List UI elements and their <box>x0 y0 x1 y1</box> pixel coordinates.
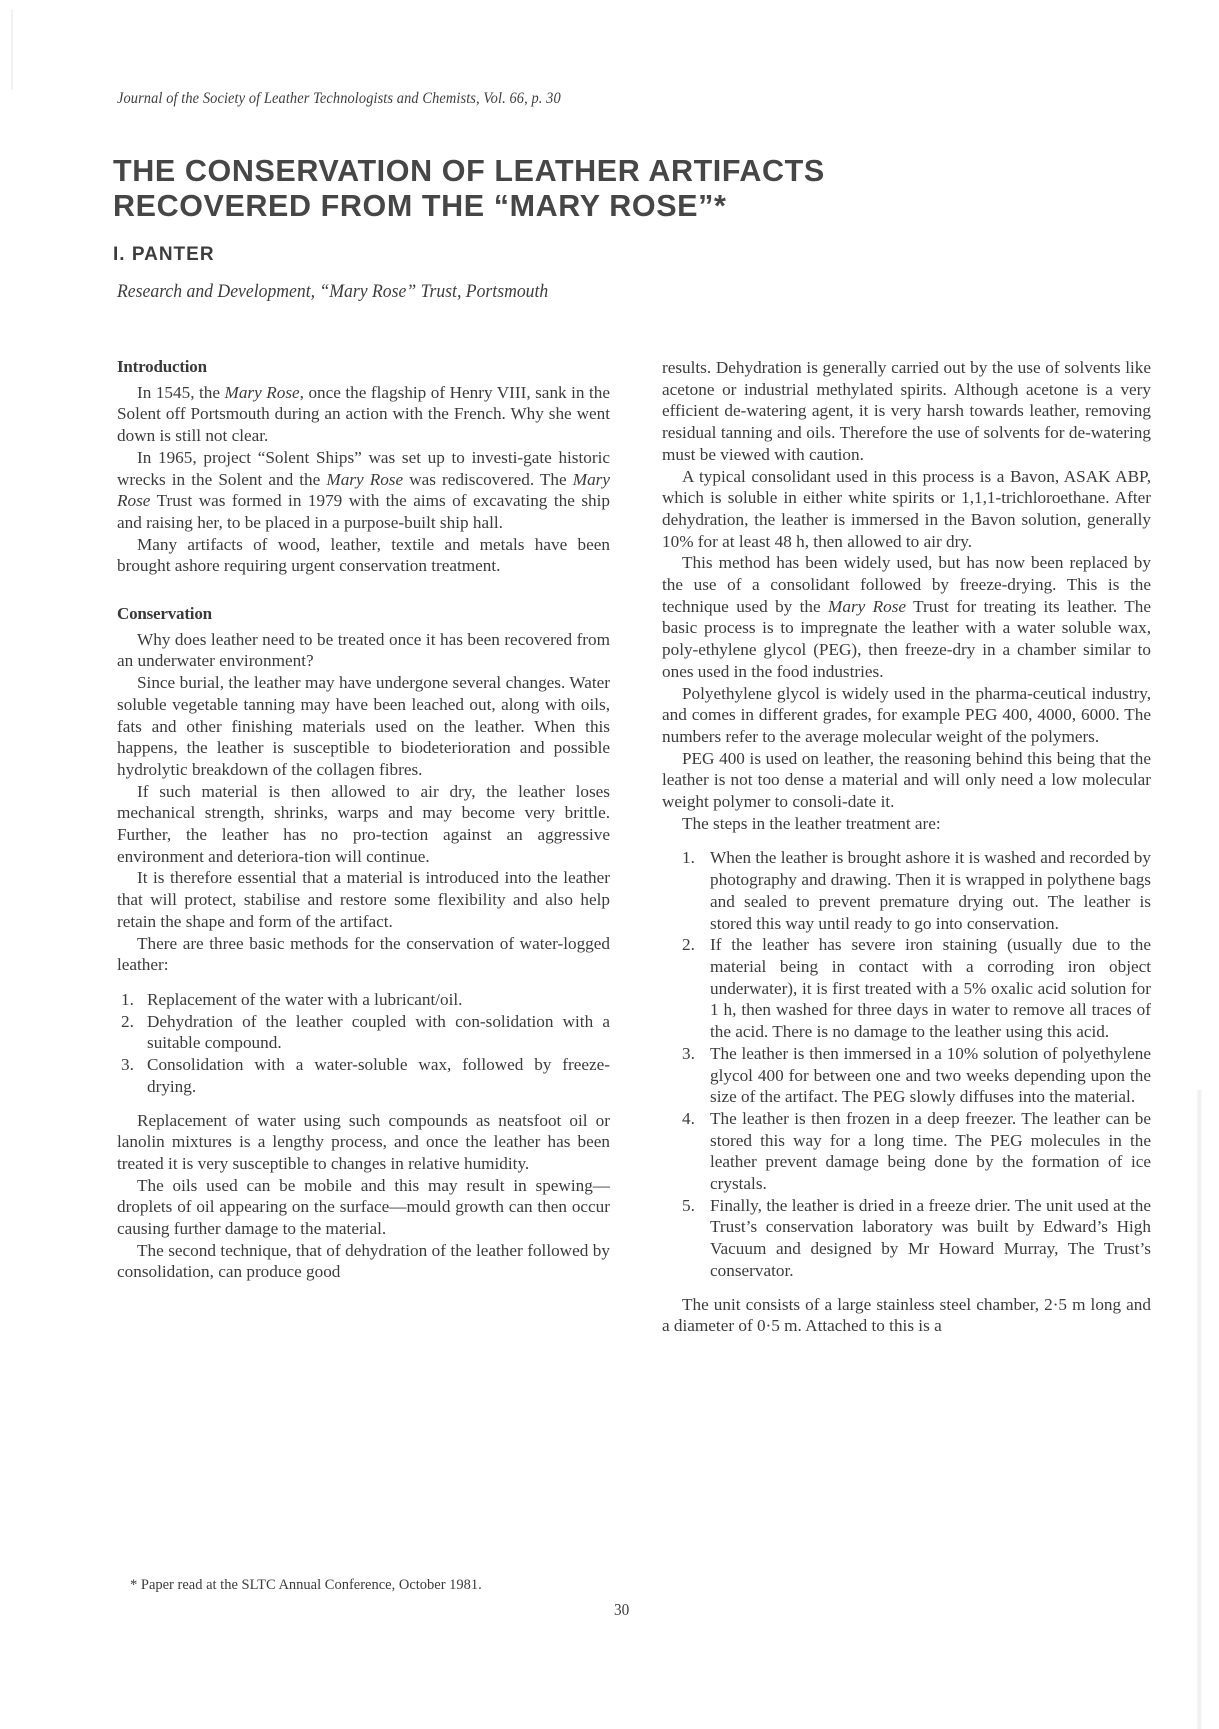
paragraph: Why does leather need to be treated once it has been recovered from an underwater environment? <box>117 629 610 671</box>
paragraph: The steps in the leather treatment are: <box>682 813 941 833</box>
right-column-body <box>662 357 1151 834</box>
italic-ship-name: Mary Rose <box>828 596 907 616</box>
list-item-number: 2. <box>121 1011 134 1031</box>
paragraph: The oils used can be mobile and this may result in spewing—droplets of oil appearing on the surface—mould growth can then occur causing further damage to the material. <box>117 1175 610 1239</box>
introduction-body <box>117 382 610 577</box>
paragraph: results. Dehydration is generally carried out by the use of solvents like acetone or industrial methylated spirits. Although acetone is a very efficient de-watering agent, it is very harsh towards leather, removing residual tanning and oils. Therefore the use of solvents for de-watering must be viewed with caution. <box>662 358 1151 464</box>
list-item <box>117 989 610 1011</box>
list-item-text: Dehydration of the leather coupled with con-solidation with a suitable compound. <box>147 1011 610 1053</box>
list-item-number: 1. <box>682 848 695 868</box>
section-heading-introduction: Introduction <box>117 357 207 376</box>
paragraph: A typical consolidant used in this process is a Bavon, ASAK ABP, which is soluble in either white spirits or 1,1,1-trichloroethane. After dehydration, the leather is immersed in the Bavon solution, generally 10% for at least 48 h, then allowed to air dry. <box>662 466 1151 551</box>
paragraph: The second technique, that of dehydration of the leather followed by consolidation, can produce good <box>117 1240 610 1282</box>
list-item-text: Consolidation with a water-soluble wax, followed by freeze-drying. <box>147 1055 610 1096</box>
paragraph: This method has been widely used, but has now been replaced by the use of a consolidant followed by freeze-drying. This is the technique used by the Mary Rose Trust for treating its leather. The basic process is to impregnate the leather with a water soluble wax, poly-ethylene glycol (PEG), then freeze-dry in a chamber similar to ones used in the food industries. <box>662 553 1151 681</box>
closing-paragraph: The unit consists of a large stainless steel chamber, 2·5 m long and a diameter of 0·5 m. Attached to this is a <box>662 1294 1151 1336</box>
scan-edge-shadow <box>1196 1090 1202 1729</box>
paragraph: Replacement of water using such compounds as neatsfoot oil or lanolin mixtures is a lengthy process, and once the leather has been treated it is very susceptible to changes in relative humidity. <box>117 1110 610 1173</box>
section-gap <box>117 577 610 603</box>
conservation-body-after-list <box>117 1110 610 1284</box>
list-item-text: If the leather has severe iron staining (usually due to the material being in contact with a corroding iron object underwater), it is first treated with a 5% oxalic acid solution for 1 h, then washed for three days in water to remove all traces of the acid. There is no damage to the leather using this acid. <box>710 935 1151 1042</box>
list-item-number: 1. <box>121 989 134 1009</box>
paragraph: Since burial, the leather may have undergone several changes. Water soluble vegetable tanning may have been leached out, along with oils, fats and other finishing materials used on the leather. When this happens, the leather is susceptible to biodeterioration and possible hydrolytic breakdown of the collagen fibres. <box>117 673 610 779</box>
footnote: * Paper read at the SLTC Annual Conference, October 1981. <box>130 1577 482 1593</box>
list-item-number: 2. <box>682 935 695 955</box>
list-item-number: 5. <box>682 1195 695 1215</box>
list-item-text: Finally, the leather is dried in a freeze drier. The unit used at the Trust’s conservation laboratory was built by Edward’s High Vacuum and designed by Mr Howard Murray, The Trust’s conservator. <box>710 1195 1151 1280</box>
paragraph: If such material is then allowed to air dry, the leather loses mechanical strength, shrinks, warps and may become very brittle. Further, the leather has no pro-tection against an aggressive environment and deteriora-tion will continue. <box>117 781 610 866</box>
journal-citation: Journal of the Society of Leather Technologists and Chemists, Vol. 66, p. 30 <box>117 90 561 107</box>
paragraph: Polyethylene glycol is widely used in the pharma-ceutical industry, and comes in different grades, for example PEG 400, 4000, 6000. The numbers refer to the average molecular weight of the polymers. <box>662 683 1151 746</box>
section-heading-conservation: Conservation <box>117 604 212 624</box>
paragraph: Many artifacts of wood, leather, textile and metals have been brought ashore requiring urgent conservation treatment. <box>117 534 610 576</box>
list-item <box>682 1108 1151 1195</box>
treatment-steps-list <box>682 847 1151 1281</box>
author-affiliation: Research and Development, “Mary Rose” Trust, Portsmouth <box>117 281 549 302</box>
list-item <box>682 1195 1151 1282</box>
paragraph: It is therefore essential that a material is introduced into the leather that will protect, stabilise and restore some flexibility and also help retain the shape and form of the artifact. <box>117 868 610 931</box>
title-line-1: THE CONSERVATION OF LEATHER ARTIFACTS <box>113 154 825 188</box>
list-item <box>682 934 1151 1043</box>
paragraph: There are three basic methods for the conservation of water-logged leather: <box>117 933 610 975</box>
italic-ship-name: Mary Rose <box>326 469 404 489</box>
list-item-number: 3. <box>682 1043 695 1063</box>
list-item-number: 3. <box>121 1055 134 1075</box>
list-item <box>117 1011 610 1054</box>
italic-ship-name: Mary Rose <box>224 382 300 402</box>
list-item-text: The leather is then immersed in a 10% solution of polyethylene glycol 400 for between one and two weeks depending upon the size of the artifact. The PEG slowly diffuses into the material. <box>710 1043 1151 1107</box>
list-item <box>117 1054 610 1097</box>
title-line-2: RECOVERED FROM THE “MARY ROSE”* <box>113 189 727 223</box>
paragraph: In 1965, project “Solent Ships” was set up to investi-gate historic wrecks in the Solent and the Mary Rose was rediscovered. The Mary Rose Trust was formed in 1979 with the aims of excavating the ship and raising her, to be placed in a purpose-built ship hall. <box>117 447 610 532</box>
list-item-text: The leather is then frozen in a deep freezer. The leather can be stored this way for a long time. The PEG molecules in the leather prevent damage being done by the formation of ice crystals. <box>710 1108 1151 1194</box>
list-item <box>682 1043 1151 1108</box>
paragraph: In 1545, the Mary Rose, once the flagship of Henry VIII, sank in the Solent off Portsmouth during an action with the French. Why she went down is still not clear. <box>117 382 610 446</box>
conservation-methods-list <box>117 989 610 1098</box>
list-item <box>682 847 1151 934</box>
list-item-text: Replacement of the water with a lubricant/oil. <box>147 989 463 1009</box>
article-title <box>113 154 825 224</box>
list-item-number: 4. <box>682 1108 695 1128</box>
italic-ship-name: Mary Rose <box>117 469 610 511</box>
paragraph: PEG 400 is used on leather, the reasoning behind this being that the leather is not too dense a material and will only need a low molecular weight polymer to consoli-date it. <box>662 748 1151 812</box>
left-column <box>117 356 610 1283</box>
scan-edge-mark <box>11 10 13 90</box>
page-number: 30 <box>614 1600 630 1619</box>
right-column <box>662 357 1151 1337</box>
author-name: I. PANTER <box>113 244 215 265</box>
list-item-text: When the leather is brought ashore it is washed and recorded by photography and drawing. Then it is wrapped in polythene bags and sealed to prevent premature drying out. The leather is stored this way until ready to go into conservation. <box>710 848 1151 933</box>
conservation-body-before-list <box>117 629 610 976</box>
